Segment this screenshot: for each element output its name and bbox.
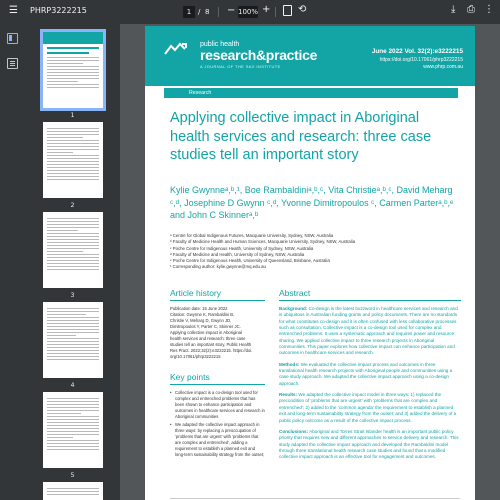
page-thumbnail[interactable] bbox=[43, 302, 103, 378]
more-icon[interactable]: ⋮ bbox=[484, 4, 494, 15]
abstract-results bbox=[279, 392, 461, 424]
history-line: Publication date: 15 June 2022 bbox=[170, 306, 228, 311]
section-tag: Research bbox=[164, 88, 458, 98]
affiliation-line: ᵇ Faculty of Medicine Health and Human Sciences, Macquarie University, Sydney, NSW, Australia bbox=[170, 239, 356, 245]
document-title: PHRP3222215 bbox=[30, 6, 87, 15]
key-points-list bbox=[170, 390, 265, 458]
page-number-input[interactable]: 1 bbox=[183, 6, 195, 18]
thumbnail-label: 3 bbox=[70, 292, 75, 299]
journal-tagline: A JOURNAL OF THE SAX INSTITUTE bbox=[200, 64, 281, 69]
key-point: • We adapted the collective impact approach in three ways: by replacing a preoccupation of ‘problems that are urgent’ with ‘problems that are complex and entrenched’, adding a requirement to establish a planned exit and long-term sustainability strategy from the outset; bbox=[170, 422, 265, 458]
affiliation-line: ᵃ Centre for Global Indigenous Futures, Macquarie University, Sydney, NSW, Australia bbox=[170, 233, 334, 238]
sidebar-rail bbox=[0, 24, 25, 500]
thumbnail-label: 1 bbox=[70, 112, 75, 119]
thumbnail-label: 5 bbox=[70, 472, 75, 479]
fit-page-icon[interactable] bbox=[283, 5, 292, 16]
menu-icon[interactable]: ☰ bbox=[9, 5, 18, 16]
key-point: • Collective impact is a co-design tool used for complex and entrenched problems that has been shown to enhance participation and outcomes in healthcare services and research in Aboriginal communities bbox=[170, 390, 265, 420]
article-title: Applying collective impact in Aboriginal health services and research: three case studies tell an important story bbox=[170, 110, 432, 163]
total-pages: 8 bbox=[205, 8, 210, 16]
abstract-text: Aboriginal and Torres Strait Islander health is an important public policy priority that requires new and different approaches to service delivery and research. This study adapted the collective impact approach and developed the Rambaldini model through three translational health research case studies and found that a modified collective impact approach is an effective tool for engagement and outcomes. bbox=[279, 428, 459, 460]
abstract-text: Co-design is the latest buzzword in healthcare services and research and is ubiquitous in Australian funding grants and policy documents. There are no standards for what constitutes co-design and it is often confused with less collaborative processes such as consultation. Collective impact is a co-design tool used for complex and entrenched problems. It uses a systematic approach and requires power and resource sharing. We applied collective impact to three research projects in Aboriginal communities. This paper explores how collective impact can enhance participation and outcomes in healthcare services and research. bbox=[279, 306, 458, 356]
journal-logo-icon bbox=[164, 41, 192, 57]
affiliation-line: ᶜ Poche Centre for Indigenous Health, University of Sydney, NSW, Australia bbox=[170, 245, 314, 251]
history-line: Res Pract. 2022;32(2):e3222215. https://doi. bbox=[170, 348, 253, 353]
history-line: Citation: Gwynne K, Rambaldini B, bbox=[170, 312, 235, 317]
zoom-out-icon[interactable]: − bbox=[227, 5, 236, 16]
abstract-text: We evaluated the collective impact process and outcomes in three translational health research projects with Aboriginal people and communities using a case study approach. We adapted the collective impact approach using a co-design approach. bbox=[279, 361, 453, 386]
page-thumbnail[interactable] bbox=[43, 392, 103, 468]
thumbnail-label: 2 bbox=[70, 202, 75, 209]
document-outline-icon[interactable] bbox=[7, 58, 18, 69]
abstract-conclusions bbox=[279, 429, 461, 461]
document-viewer[interactable] bbox=[120, 24, 500, 500]
toolbar-divider bbox=[218, 7, 219, 17]
abstract-label: Results: bbox=[279, 392, 298, 398]
journal-issue: June 2022 Vol. 32(2):e3222215 bbox=[371, 48, 463, 55]
history-line: org/10.17061/phrp3222215 bbox=[170, 354, 221, 359]
page-thumbnail[interactable] bbox=[43, 32, 103, 108]
article-history-heading: Article history bbox=[170, 288, 265, 301]
key-points-heading: Key points bbox=[170, 372, 265, 385]
page-thumbnail[interactable] bbox=[43, 212, 103, 288]
corresponding-author: ¹ Corresponding author: kylie.gwynne@mq.edu.au bbox=[170, 264, 266, 270]
history-line: Dimitropoulos Y, Parter C, Skinner JC. bbox=[170, 324, 241, 329]
article-history bbox=[170, 306, 265, 360]
journal-name-main: research&practice bbox=[200, 47, 318, 63]
author-list: Kylie Gwynneᵃ,ᵇ,¹, Boe Rambaldiniᵃ,ᵇ,ᶜ, Vita Christieᵃ,ᵇ,ᶜ, David Meharg ᶜ,ᵈ, Josephine D Gwynn ᶜ,ᵈ, Yvonne Dimitropoulos ᶜ, Carmen Parterᵃ,ᵇ,ᵉ and John C Skinnerᵃ,ᵇ bbox=[170, 185, 454, 220]
thumbnail-label: 4 bbox=[70, 382, 75, 389]
zoom-input[interactable]: 100% bbox=[238, 8, 259, 16]
thumbnail-view-icon[interactable] bbox=[7, 33, 18, 44]
print-icon[interactable]: ⎙ bbox=[467, 4, 475, 15]
journal-url-link[interactable]: www.phrp.com.au bbox=[423, 64, 463, 70]
download-icon[interactable]: ⤓ bbox=[451, 4, 456, 15]
history-line: Applying collective impact in Aboriginal bbox=[170, 330, 242, 335]
doi-link[interactable]: https://doi.org/10.17061/phrp3222215 bbox=[379, 57, 463, 63]
pdf-page bbox=[145, 26, 475, 500]
page-thumbnail[interactable] bbox=[43, 482, 103, 500]
rotate-icon[interactable]: ⟲ bbox=[298, 4, 307, 15]
thumbnail-pane bbox=[25, 24, 120, 500]
page-thumbnail[interactable] bbox=[43, 122, 103, 198]
right-column bbox=[279, 288, 461, 466]
history-line: health services and research: three case bbox=[170, 336, 246, 341]
abstract-label: Methods: bbox=[279, 361, 300, 367]
affiliations bbox=[170, 233, 460, 271]
abstract-methods bbox=[279, 362, 461, 387]
journal-header bbox=[145, 26, 475, 86]
affiliation-line: ᵈ Faculty of Medicine and Health, University of Sydney, NSW, Australia bbox=[170, 251, 305, 257]
page-separator: / bbox=[198, 8, 201, 16]
affiliation-line: ᵉ Poche Centre for Indigenous Health, University of Queensland, Brisbane, Australia bbox=[170, 258, 330, 264]
abstract-label: Conclusions: bbox=[279, 428, 309, 434]
history-line: studies tell an important story. Public Health bbox=[170, 342, 252, 347]
left-column bbox=[170, 288, 265, 460]
abstract-label: Background: bbox=[279, 306, 308, 311]
abstract-heading: Abstract bbox=[279, 288, 461, 301]
toolbar-divider bbox=[275, 7, 276, 17]
abstract-background bbox=[279, 306, 461, 357]
page-divider bbox=[170, 498, 460, 499]
zoom-in-icon[interactable]: + bbox=[262, 4, 271, 15]
abstract-text: We adapted the collective impact model in three ways: 1) replaced the precondition of ‘problems that are urgent’ with ‘problems that are complex and entrenched’; 2) added to the ‘common agenda’ the requirement to establish a planned exit and long-term sustainability strategy from the outset; and 3) added the delivery of a public policy outcome as a result of the collective impact process. bbox=[279, 392, 457, 423]
pdf-toolbar bbox=[0, 0, 500, 24]
journal-name-top: public health bbox=[200, 41, 240, 48]
history-line: Christie V, Meharg D, Gwynn JD, bbox=[170, 318, 232, 323]
